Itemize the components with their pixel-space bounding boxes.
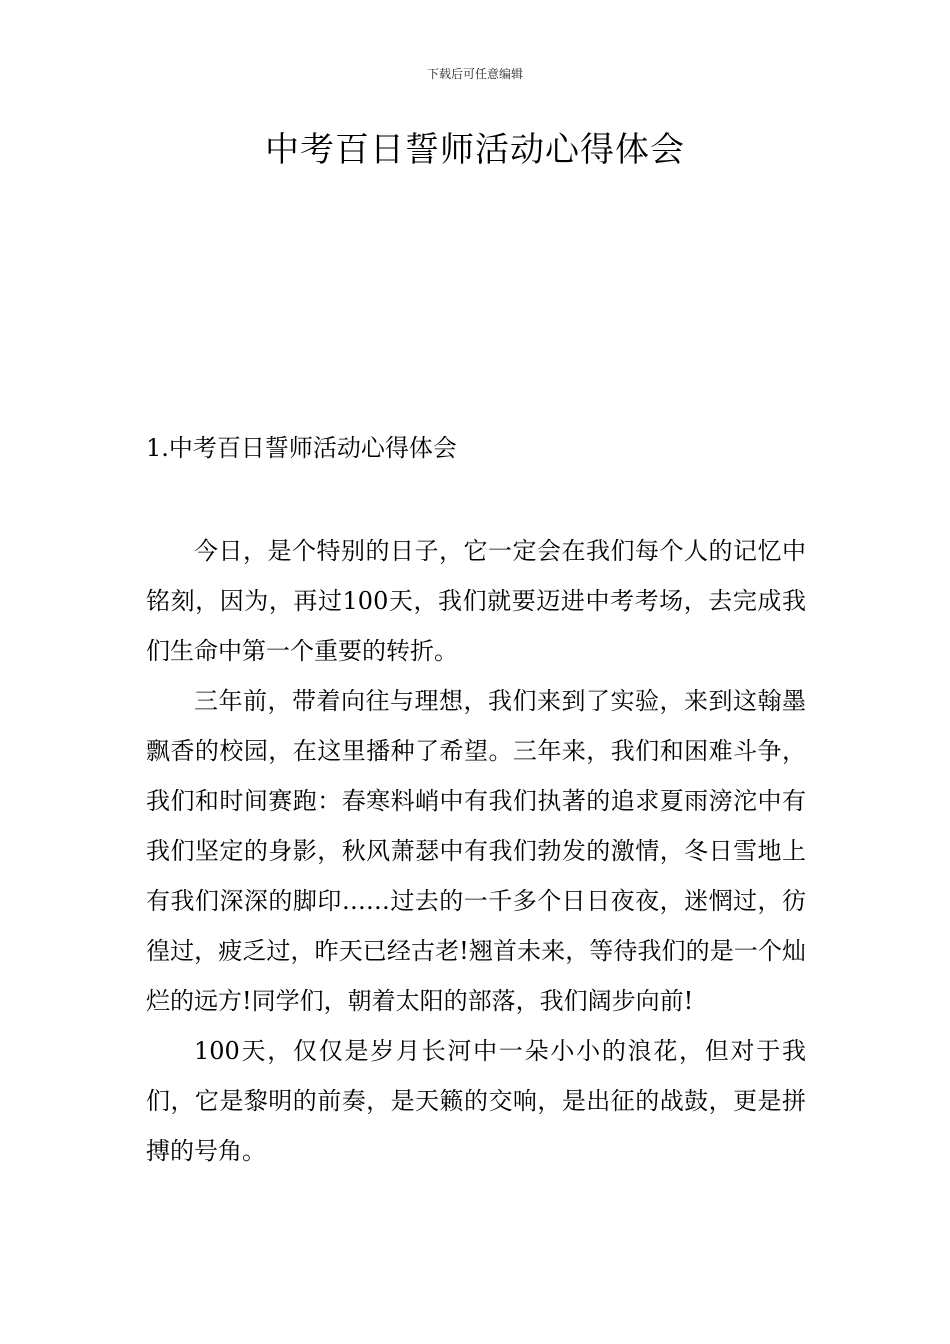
paragraph-3: 100天，仅仅是岁月长河中一朵小小的浪花，但对于我们，它是黎明的前奏，是天籁的交响，是出征的战鼓，更是拼搏的号角。 bbox=[146, 1037, 806, 1165]
paragraph-2: 三年前，带着向往与理想，我们来到了实验，来到这翰墨飘香的校园，在这里播种了希望。三年来，我们和困难斗争，我们和时间赛跑：春寒料峭中有我们执著的追求夏雨滂沱中有我们坚定的身影，秋风萧瑟中有我们勃发的激情，冬日雪地上有我们深深的脚印……过去的一千多个日日夜夜，迷惘过，彷徨过，疲乏过，昨天已经古老!翘首未来，等待我们的是一个灿烂的远方!同学们，朝着太阳的部落，我们阔步向前! bbox=[146, 687, 806, 1015]
paragraph-1: 今日，是个特别的日子，它一定会在我们每个人的记忆中铭刻，因为，再过100天，我们就要迈进中考考场，去完成我们生命中第一个重要的转折。 bbox=[146, 537, 806, 665]
section-heading: 1.中考百日誓师活动心得体会 bbox=[146, 434, 457, 462]
document-body bbox=[146, 526, 806, 1176]
header-note: 下载后可任意编辑 bbox=[426, 67, 523, 81]
document-title: 中考百日誓师活动心得体会 bbox=[265, 130, 685, 170]
